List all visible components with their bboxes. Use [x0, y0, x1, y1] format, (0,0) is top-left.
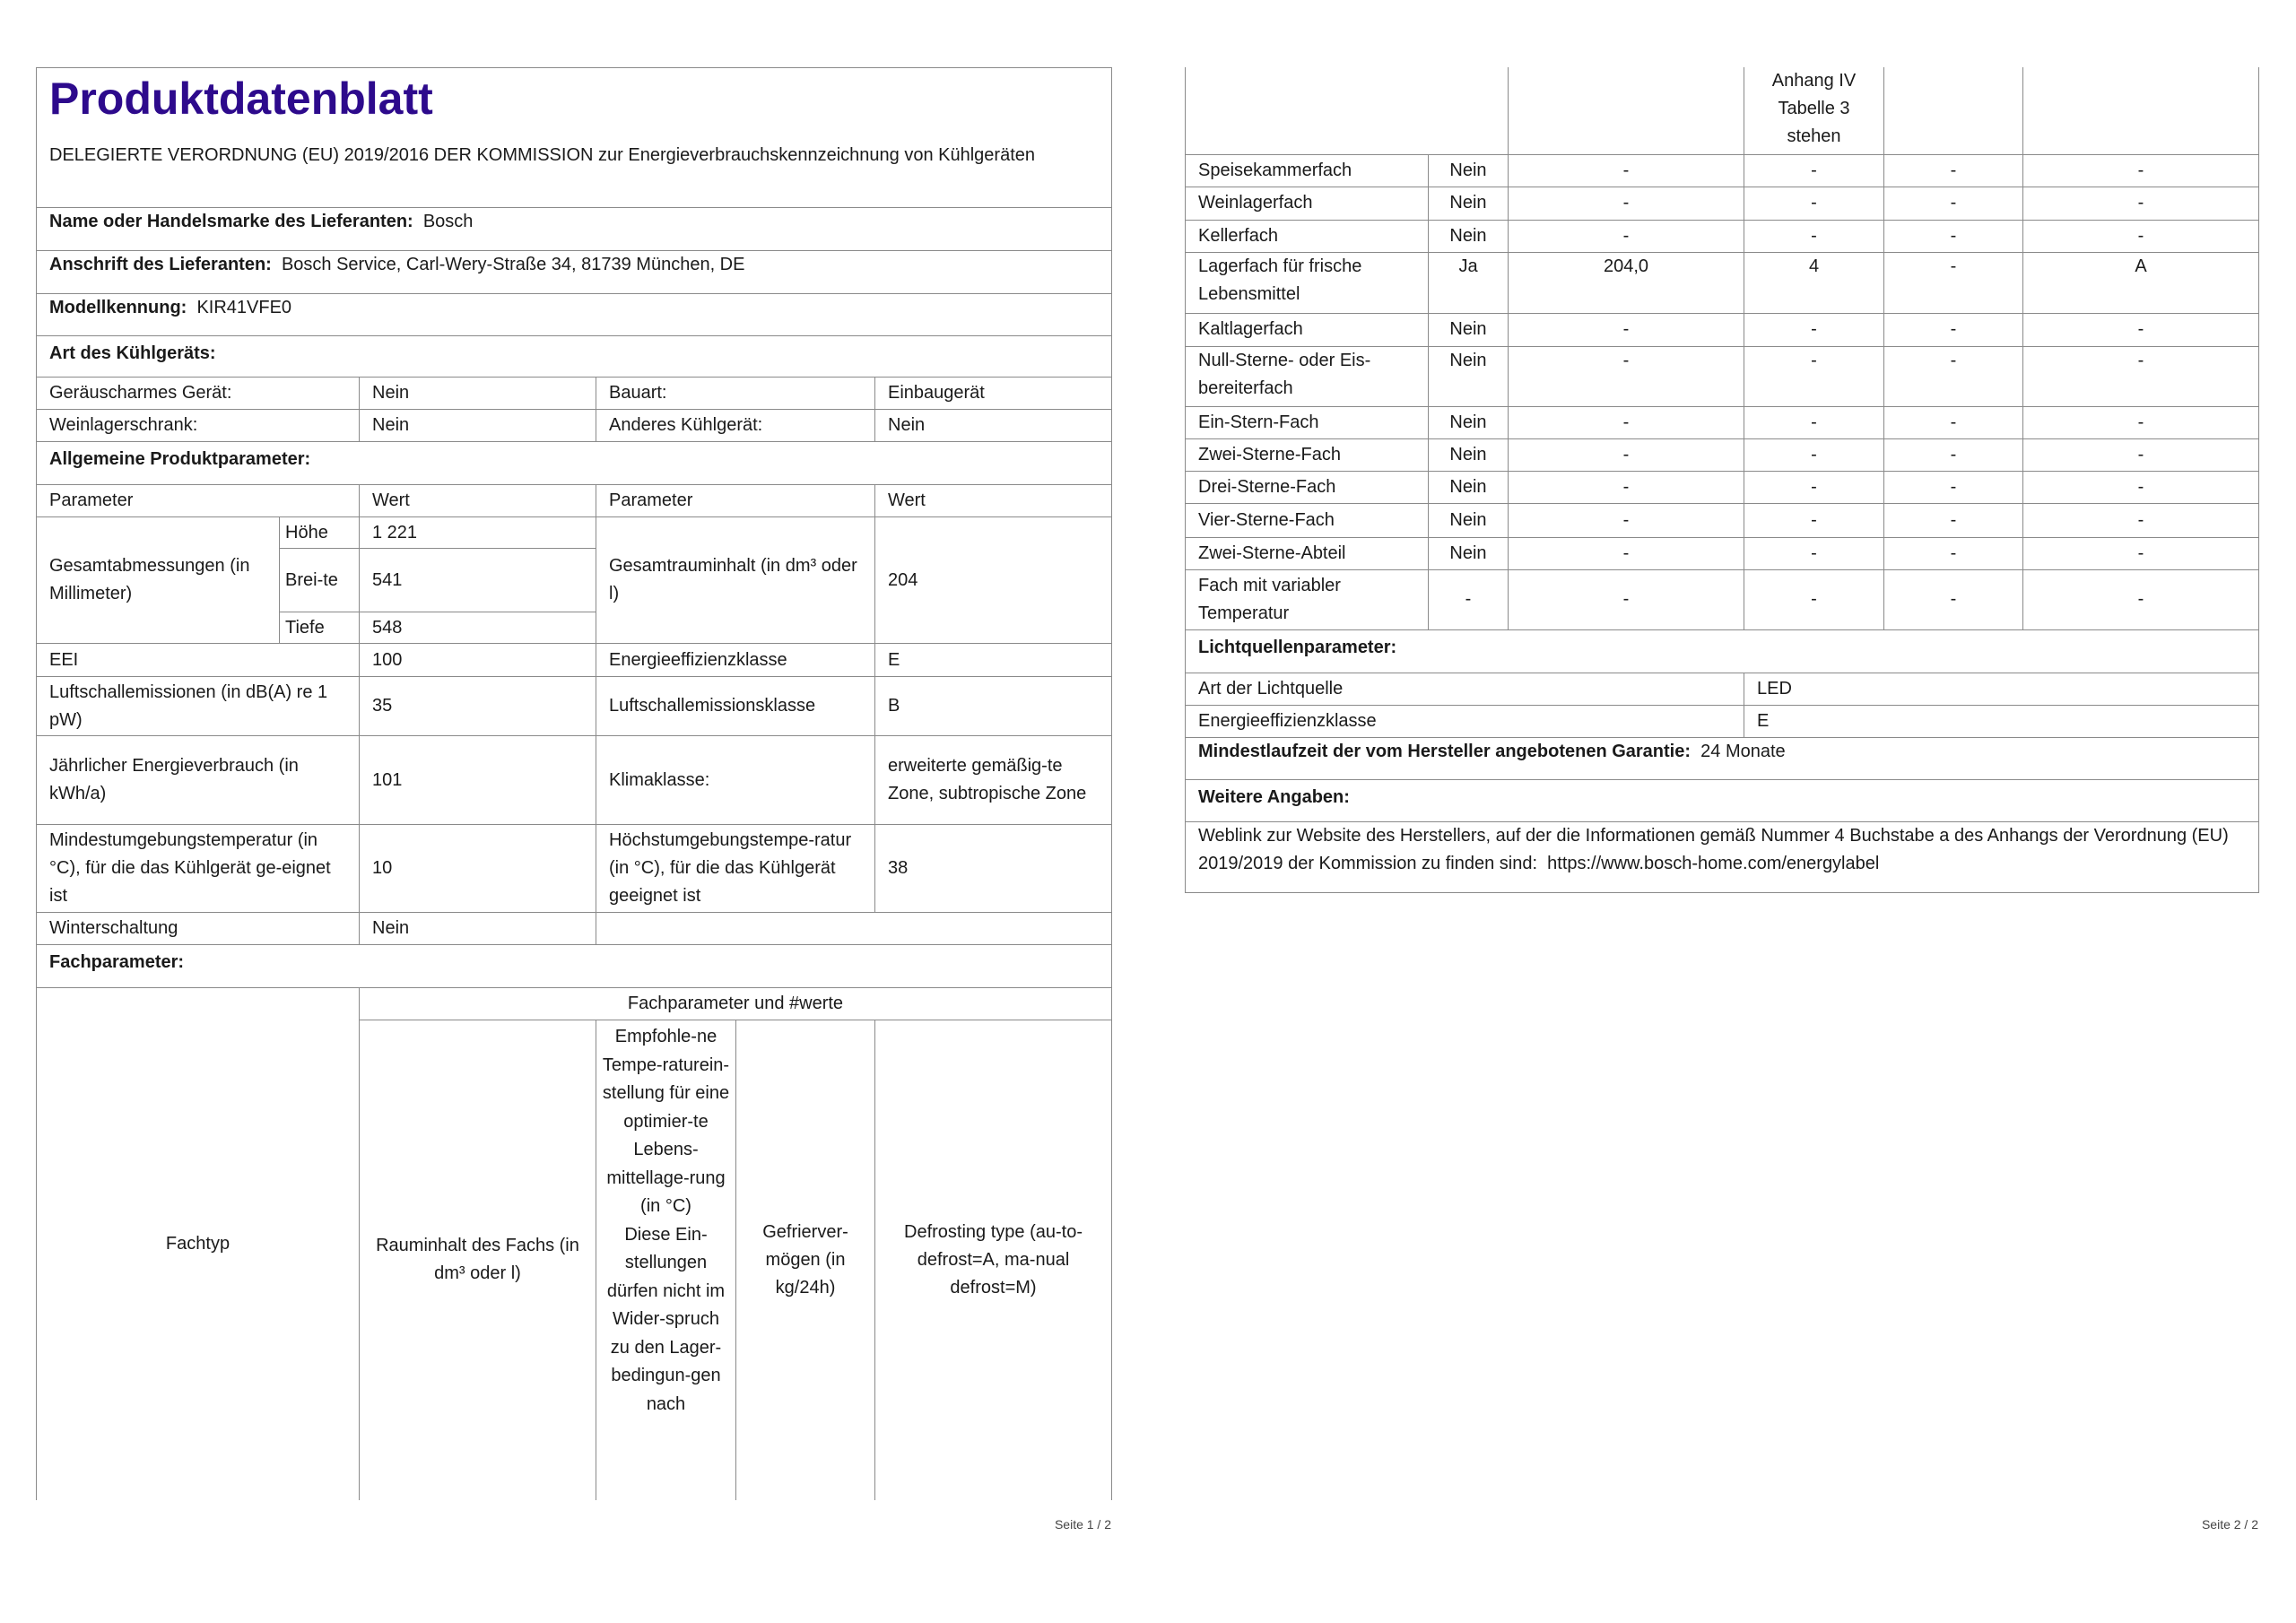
supplier-address-cell [37, 251, 1112, 294]
type-label: Bauart: [596, 378, 875, 410]
compartment-defrost: - [2023, 220, 2259, 252]
model-value: KIR41VFE0 [196, 298, 292, 317]
compartment-freezing: - [1884, 220, 2023, 252]
compartment-temp: - [1744, 154, 1884, 187]
warranty-row [1186, 737, 2259, 779]
compartment-present: Nein [1429, 154, 1509, 187]
compartment-volume: - [1509, 438, 1744, 471]
compartment-rows [1186, 154, 2259, 629]
compartment-present: Nein [1429, 537, 1509, 569]
supplier-address-row [37, 251, 1112, 294]
title-cell [37, 68, 1112, 208]
compartment-defrost: - [2023, 569, 2259, 629]
param-value: 10 [360, 825, 596, 913]
compartment-type: Ein-Stern-Fach [1186, 406, 1429, 438]
column-header: Parameter [37, 485, 360, 517]
page-number: Seite 2 / 2 [2201, 1517, 2258, 1532]
compartment-volume: - [1509, 569, 1744, 629]
general-row [37, 644, 1112, 677]
compartment-volume: 204,0 [1509, 252, 1744, 313]
type-label: Weinlagerschrank: [37, 410, 360, 442]
compartment-header-continuation-row [1186, 67, 2259, 154]
weblink-row [1186, 821, 2259, 892]
compartment-present: Nein [1429, 313, 1509, 346]
compartment-temp: - [1744, 569, 1884, 629]
compartment-type: Null-Sterne- oder Eis-bereiterfach [1186, 346, 1429, 406]
compartment-temp: - [1744, 471, 1884, 503]
compartment-type: Speisekammerfach [1186, 154, 1429, 187]
compartment-defrost: - [2023, 537, 2259, 569]
weblink-cell [1186, 821, 2259, 892]
compartment-defrost: - [2023, 503, 2259, 537]
compartment-type: Zwei-Sterne-Abteil [1186, 537, 1429, 569]
param-value: 100 [360, 644, 596, 677]
warranty-cell [1186, 737, 2259, 779]
compartment-freezing: - [1884, 154, 2023, 187]
defrost-header: Defrosting type (au-to-defrost=A, ma-nual defrost=M) [875, 1020, 1112, 1500]
compartment-defrost: - [2023, 346, 2259, 406]
compartment-present: Nein [1429, 187, 1509, 220]
type-value: Nein [875, 410, 1112, 442]
compartment-present: Nein [1429, 406, 1509, 438]
param-label: Luftschallemissionsklasse [596, 677, 875, 736]
empty-cell [1509, 67, 1744, 154]
empty-cell [2023, 67, 2259, 154]
light-label: Energieeffizienzklasse [1186, 705, 1744, 737]
additional-heading: Weitere Angaben: [1186, 779, 2259, 821]
page-number: Seite 1 / 2 [1054, 1517, 1111, 1532]
general-row [37, 825, 1112, 913]
weblink-text: Weblink zur Website des Herstellers, auf der die Informationen gemäß Nummer 4 Buchstabe a des Anhangs der Verordnung (EU) 2019/2019 der Kommission zu finden sind: [1198, 825, 2229, 873]
compartment-temp: - [1744, 187, 1884, 220]
compartment-temp: - [1744, 438, 1884, 471]
compartment-freezing: - [1884, 406, 2023, 438]
param-label: Energieeffizienzklasse [596, 644, 875, 677]
compartment-row [1186, 313, 2259, 346]
compartment-row [1186, 503, 2259, 537]
compartment-row [1186, 154, 2259, 187]
additional-heading-row [1186, 779, 2259, 821]
compartment-volume: - [1509, 220, 1744, 252]
compartment-present: Ja [1429, 252, 1509, 313]
model-cell [37, 294, 1112, 336]
compartment-temp: - [1744, 537, 1884, 569]
general-row [37, 736, 1112, 825]
weblink-url[interactable]: https://www.bosch-home.com/energylabel [1547, 853, 1880, 873]
compartment-type-header: Fachtyp [37, 988, 360, 1500]
supplier-name-value: Bosch [422, 212, 474, 231]
general-row [37, 677, 1112, 736]
light-heading-row [1186, 629, 2259, 673]
compartment-temp: - [1744, 220, 1884, 252]
supplier-address-value: Bosch Service, Carl-Wery-Straße 34, 81739 München, DE [281, 255, 745, 274]
type-value: Nein [360, 410, 596, 442]
compartment-volume: - [1509, 154, 1744, 187]
type-heading: Art des Kühlgeräts: [37, 336, 1112, 378]
compartment-type: Kaltlagerfach [1186, 313, 1429, 346]
volume-header: Rauminhalt des Fachs (in dm³ oder l) [360, 1020, 596, 1500]
param-value: 35 [360, 677, 596, 736]
compartment-volume: - [1509, 346, 1744, 406]
light-value: LED [1744, 673, 2259, 705]
height-value: 1 221 [360, 517, 596, 549]
empty-cell [1186, 67, 1509, 154]
supplier-name-cell [37, 208, 1112, 251]
compartment-volume: - [1509, 313, 1744, 346]
supplier-address-label: Anschrift des Lieferanten: [49, 255, 272, 274]
warranty-label: Mindestlaufzeit der vom Hersteller angebotenen Garantie: [1198, 741, 1692, 761]
product-datasheet-page-1 [36, 67, 1112, 1500]
light-label: Art der Lichtquelle [1186, 673, 1744, 705]
compartment-row [1186, 438, 2259, 471]
param-value: Nein [360, 913, 596, 945]
compartment-present: Nein [1429, 471, 1509, 503]
compartment-defrost: - [2023, 313, 2259, 346]
product-datasheet-page-2 [1185, 67, 2259, 893]
compartment-freezing: - [1884, 252, 2023, 313]
type-label: Anderes Kühlgerät: [596, 410, 875, 442]
compartment-defrost: - [2023, 471, 2259, 503]
compartment-freezing: - [1884, 569, 2023, 629]
temperature-header-continuation: Anhang IV Tabelle 3 stehen [1744, 67, 1884, 154]
compartment-freezing: - [1884, 313, 2023, 346]
dimensions-row [37, 517, 1112, 549]
compartment-volume: - [1509, 471, 1744, 503]
depth-value: 548 [360, 612, 596, 644]
depth-label: Tiefe [280, 612, 360, 644]
freezing-header: Gefrierver-mögen (in kg/24h) [736, 1020, 875, 1500]
compartment-temp: - [1744, 406, 1884, 438]
general-header-row [37, 485, 1112, 517]
compartment-row [1186, 346, 2259, 406]
compartment-heading-row [37, 945, 1112, 988]
compartment-temp: 4 [1744, 252, 1884, 313]
compartment-volume: - [1509, 406, 1744, 438]
param-value: 38 [875, 825, 1112, 913]
compartment-row [1186, 187, 2259, 220]
general-row [37, 913, 1112, 945]
compartment-volume: - [1509, 503, 1744, 537]
volume-label: Gesamtrauminhalt (in dm³ oder l) [596, 517, 875, 644]
model-row [37, 294, 1112, 336]
empty-cell [1884, 67, 2023, 154]
compartment-present: Nein [1429, 503, 1509, 537]
regulation-subtitle: DELEGIERTE VERORDNUNG (EU) 2019/2016 DER KOMMISSION zur Energieverbrauchskennzeichnung von Kühlgeräten [49, 145, 1035, 165]
type-heading-row [37, 336, 1112, 378]
general-heading: Allgemeine Produktparameter: [37, 442, 1112, 485]
compartment-temp: - [1744, 313, 1884, 346]
light-row [1186, 673, 2259, 705]
compartment-present: Nein [1429, 438, 1509, 471]
compartment-freezing: - [1884, 187, 2023, 220]
type-row [37, 378, 1112, 410]
column-header: Wert [875, 485, 1112, 517]
volume-value: 204 [875, 517, 1112, 644]
param-label: Höchstumgebungstempe-ratur (in °C), für die das Kühlgerät geeignet ist [596, 825, 875, 913]
temperature-header-text: Empfohle-ne Tempe-raturein-stellung für eine optimier-te Lebens-mittellage-rung (in °C) [602, 1027, 730, 1216]
compartment-freezing: - [1884, 537, 2023, 569]
param-value: 101 [360, 736, 596, 825]
param-value: erweiterte gemäßig-te Zone, subtropische Zone [875, 736, 1112, 825]
width-label: Brei-te [280, 549, 360, 612]
height-label: Höhe [280, 517, 360, 549]
light-row [1186, 705, 2259, 737]
compartment-type: Weinlagerfach [1186, 187, 1429, 220]
compartment-volume: - [1509, 537, 1744, 569]
general-heading-row [37, 442, 1112, 485]
width-value: 541 [360, 549, 596, 612]
compartment-defrost: - [2023, 438, 2259, 471]
compartment-temp: - [1744, 503, 1884, 537]
column-header: Wert [360, 485, 596, 517]
temperature-header-note: Diese Ein-stellungen dürfen nicht im Wider-spruch zu den Lager-bedingun-gen nach [606, 1224, 726, 1414]
warranty-value: 24 Monate [1700, 741, 1786, 761]
dimensions-label: Gesamtabmessungen (in Millimeter) [37, 517, 280, 644]
empty-cell [596, 913, 1112, 945]
compartment-temp: - [1744, 346, 1884, 406]
compartment-type: Vier-Sterne-Fach [1186, 503, 1429, 537]
compartment-freezing: - [1884, 503, 2023, 537]
compartment-type: Drei-Sterne-Fach [1186, 471, 1429, 503]
compartment-defrost: - [2023, 154, 2259, 187]
type-value: Nein [360, 378, 596, 410]
compartment-row [1186, 569, 2259, 629]
compartment-type: Kellerfach [1186, 220, 1429, 252]
type-row [37, 410, 1112, 442]
type-label: Geräuscharmes Gerät: [37, 378, 360, 410]
compartment-defrost: A [2023, 252, 2259, 313]
compartment-defrost: - [2023, 406, 2259, 438]
light-heading: Lichtquellenparameter: [1186, 629, 2259, 673]
compartment-freezing: - [1884, 471, 2023, 503]
compartment-type: Fach mit variabler Temperatur [1186, 569, 1429, 629]
param-label: EEI [37, 644, 360, 677]
page-title: Produktdatenblatt [49, 74, 433, 124]
compartment-freezing: - [1884, 346, 2023, 406]
type-value: Einbaugerät [875, 378, 1112, 410]
light-value: E [1744, 705, 2259, 737]
compartment-group-row [37, 988, 1112, 1020]
compartment-group-header: Fachparameter und #werte [360, 988, 1112, 1020]
param-label: Luftschallemissionen (in dB(A) re 1 pW) [37, 677, 360, 736]
compartment-present: Nein [1429, 346, 1509, 406]
param-label: Jährlicher Energieverbrauch (in kWh/a) [37, 736, 360, 825]
compartment-type: Zwei-Sterne-Fach [1186, 438, 1429, 471]
temperature-header [596, 1020, 736, 1500]
column-header: Parameter [596, 485, 875, 517]
compartment-row [1186, 220, 2259, 252]
compartment-heading: Fachparameter: [37, 945, 1112, 988]
compartment-volume: - [1509, 187, 1744, 220]
compartment-defrost: - [2023, 187, 2259, 220]
compartment-type: Lagerfach für frische Lebensmittel [1186, 252, 1429, 313]
compartment-row [1186, 471, 2259, 503]
supplier-name-label: Name oder Handelsmarke des Lieferanten: [49, 212, 413, 231]
compartment-freezing: - [1884, 438, 2023, 471]
compartment-row [1186, 252, 2259, 313]
param-label: Winterschaltung [37, 913, 360, 945]
compartment-row [1186, 537, 2259, 569]
param-label: Klimaklasse: [596, 736, 875, 825]
param-value: E [875, 644, 1112, 677]
compartment-present: - [1429, 569, 1509, 629]
param-label: Mindestumgebungstemperatur (in °C), für die das Kühlgerät ge-eignet ist [37, 825, 360, 913]
supplier-name-row [37, 208, 1112, 251]
param-value: B [875, 677, 1112, 736]
compartment-present: Nein [1429, 220, 1509, 252]
title-row [37, 68, 1112, 208]
compartment-row [1186, 406, 2259, 438]
model-label: Modellkennung: [49, 298, 187, 317]
